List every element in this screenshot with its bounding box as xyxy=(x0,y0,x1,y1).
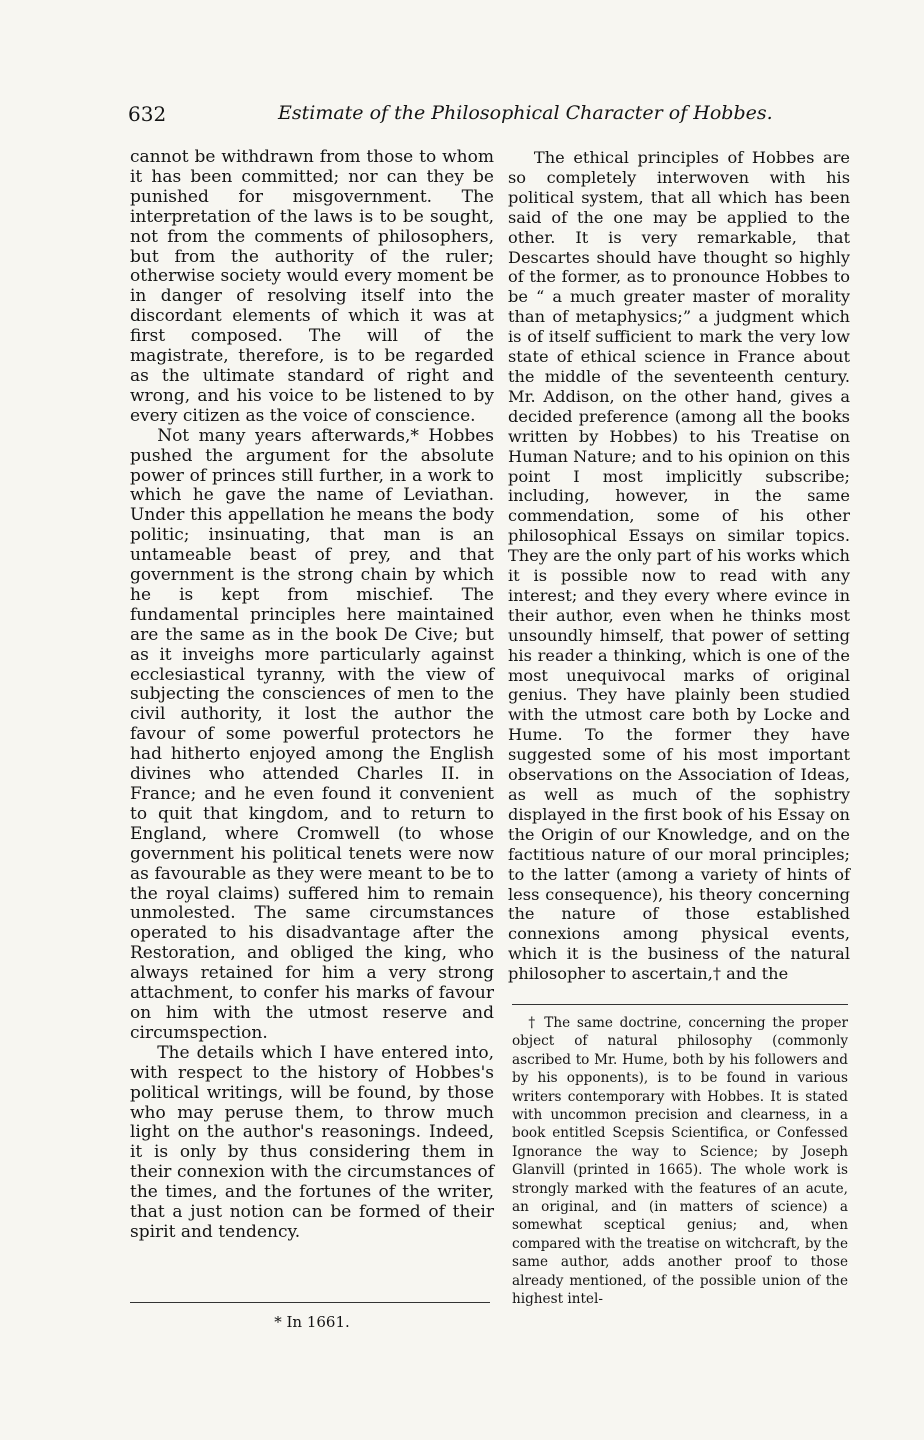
left-footnote: * In 1661. xyxy=(274,1313,350,1331)
right-paragraph-1: The ethical principles of Hobbes are so completely interwoven with his political system, that all which has been said of the one may be applied to the other. It is very remarkable, that Descartes should have thought so highly of the former, as to pronounce Hobbes to be “ a much greater master of morality than of metaphysics;” a judgment which is of itself sufficient to mark the very low state of ethical science in France about the middle of the seventeenth century. Mr. Addison, on the other hand, gives a decided preference (among all the books written by Hobbes) to his Treatise on Human Nature; and to his opinion on this point I most implicitly subscribe; including, however, in the same commendation, some of his other philosophical Essays on similar topics. They are the only part of his works which it is possible now to read with any interest; and they every where evince in their author, even when he thinks most unsoundly himself, that power of setting his reader a thinking, which is one of the most unequivocal marks of original genius. They have plainly been studied with the utmost care both by Locke and Hume. To the former they have suggested some of his most important observations on the Association of Ideas, as well as much of the sophistry displayed in the first book of his Essay on the Origin of our Knowledge, and on the factitious nature of our moral principles; to the latter (among a variety of hints of less consequence), his theory concerning the nature of those established connexions among physical events, which it is the business of the natural philosopher to ascertain,† and the xyxy=(508,148,850,984)
page-header xyxy=(128,102,848,132)
left-column xyxy=(130,148,494,1243)
left-paragraph-1: cannot be withdrawn from those to whom it has been committed; nor can they be punished for misgovernment. The interpretation of the laws is to be sought, not from the comments of philosophers, but from the authority of the ruler; otherwise society would every moment be in danger of resolving itself into the discordant elements of which it was at first composed. The will of the magistrate, therefore, is to be regarded as the ultimate standard of right and wrong, and his voice to be listened to by every citizen as the voice of conscience. xyxy=(130,147,494,426)
right-footnote-rule xyxy=(512,1004,848,1005)
running-title: Estimate of the Philosophical Character of Hobbes. xyxy=(278,102,773,124)
left-paragraph-2: Not many years afterwards,* Hobbes pushed the argument for the absolute power of princes still further, in a work to which he gave the name of Leviathan. Under this appellation he means the body politic; insinuating, that man is an untameable beast of prey, and that government is the strong chain by which he is kept from mischief. The fundamental principles here maintained are the same as in the book De Cive; but as it inveighs more particularly against ecclesiastical tyranny, with the view of subjecting the consciences of men to the civil authority, it lost the author the favour of some powerful protectors he had hitherto enjoyed among the English divines who attended Charles II. in France; and he even found it convenient to quit that kingdom, and to return to England, where Cromwell (to whose government his political tenets were now as favourable as they were meant to be to the royal claims) suffered him to remain unmolested. The same circumstances operated to his disadvantage after the Restoration, and obliged the king, who always retained for him a very strong attachment, to confer his marks of favour on him with the utmost reserve and circumspection. xyxy=(130,425,494,1043)
right-column xyxy=(508,148,850,984)
left-footnote-rule xyxy=(130,1302,490,1303)
page-number: 632 xyxy=(128,102,167,126)
left-paragraph-3: The details which I have entered into, with respect to the history of Hobbes's political writings, will be found, by those who may peruse them, to throw much light on the author's reasonings. Indeed, it is only by thus considering them in their connexion with the circumstances of the times, and the fortunes of the writer, that a just notion can be formed of their spirit and tendency. xyxy=(130,1042,494,1242)
right-footnote: † The same doctrine, concerning the proper object of natural philosophy (commonly ascribed to Mr. Hume, both by his followers and by his opponents), is to be found in various writers contemporary with Hobbes. It is stated with uncommon precision and clearness, in a book entitled Scepsis Scientifica, or Confessed Ignorance the way to Science; by Joseph Glanvill (printed in 1665). The whole work is strongly marked with the features of an acute, an original, and (in matters of science) a somewhat sceptical genius; and, when compared with the treatise on witchcraft, by the same author, adds another proof to those already mentioned, of the possible union of the highest intel- xyxy=(512,1015,848,1308)
right-footnote-block xyxy=(512,1014,848,1309)
